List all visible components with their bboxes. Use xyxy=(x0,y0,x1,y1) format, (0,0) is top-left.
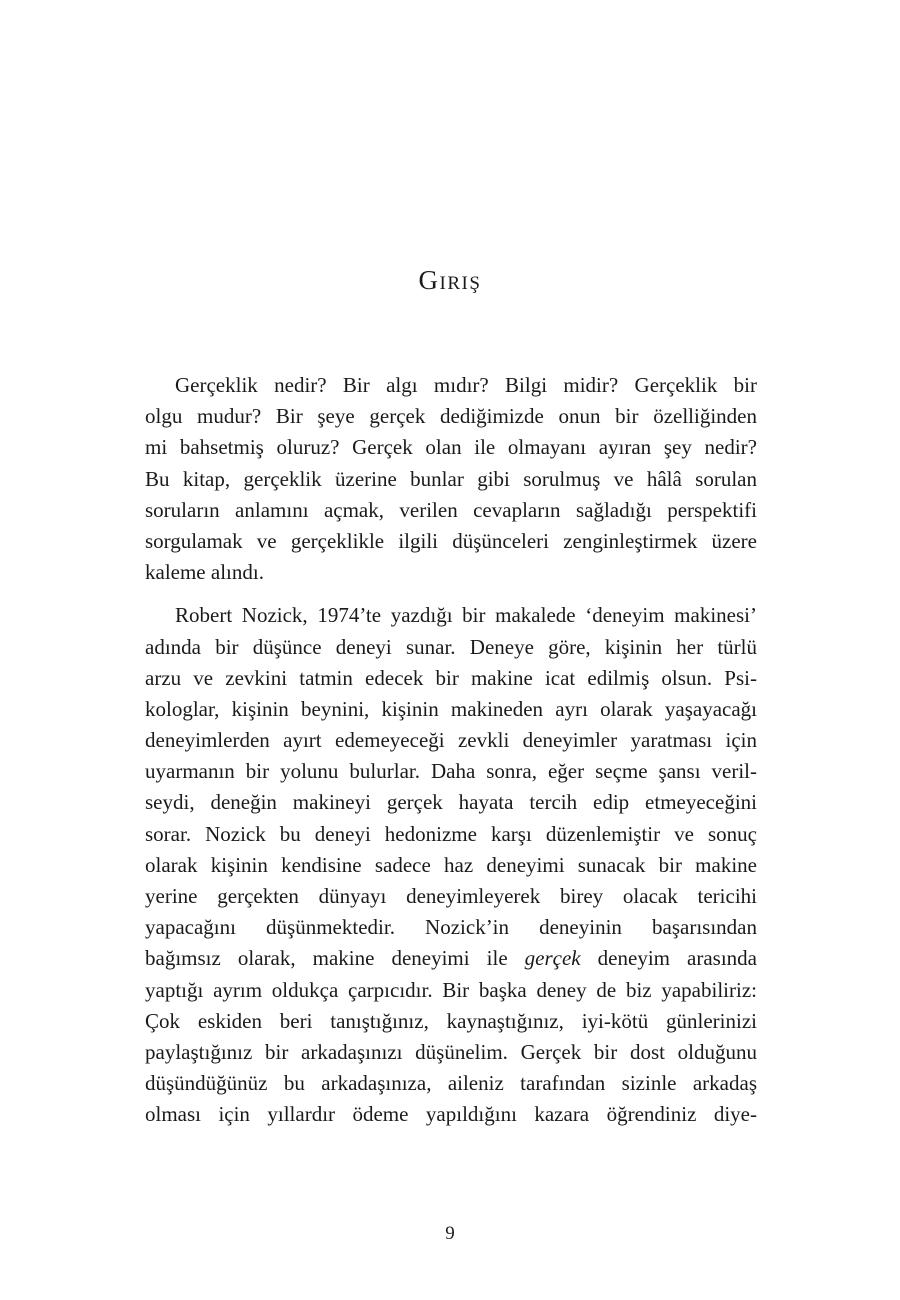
paragraph-line: kaleme alındı. xyxy=(145,560,264,585)
paragraph-line: arzu ve zevkini tatmin edecek bir makine icat edilmiş olsun. Psi- xyxy=(145,665,757,690)
paragraph-line: olgu mudur? Bir şeye gerçek dediğimizde onun bir özelliğinden xyxy=(145,404,757,429)
paragraph-line: mi bahsetmiş oluruz? Gerçek olan ile olmayanı ayıran şey nedir? xyxy=(145,435,757,460)
page-number: 9 xyxy=(445,1223,455,1244)
italic-word: gerçek xyxy=(524,946,581,971)
paragraph-line: soruların anlamını açmak, verilen cevapların sağladığı perspektifi xyxy=(145,497,757,522)
paragraph-line: düşündüğünüz bu arkadaşınıza, aileniz tarafından sizinle arkadaş xyxy=(145,1071,757,1096)
chapter-title: Giriş xyxy=(418,265,482,295)
paragraph-line: deneyimlerden ayırt edemeyeceği zevkli deneyimler yaratması için xyxy=(145,728,757,753)
paragraph-gap xyxy=(145,588,757,600)
paragraph-1 xyxy=(145,370,757,588)
paragraph-2 xyxy=(145,600,757,1130)
paragraph-line: sorgulamak ve gerçeklikle ilgili düşünceleri zenginleştirmek üzere xyxy=(145,528,757,553)
paragraph-line: olarak kişinin kendisine sadece haz deneyimi sunacak bir makine xyxy=(145,852,757,877)
paragraph-line: yerine gerçekten dünyayı deneyimleyerek birey olacak tericihi xyxy=(145,884,757,908)
paragraph-line: adında bir düşünce deneyi sunar. Deneye göre, kişinin her türlü xyxy=(145,634,757,659)
paragraph-line: uyarmanın bir yolunu bulurlar. Daha sonra, eğer seçme şansı veril- xyxy=(145,759,757,784)
paragraph-line: Çok eskiden beri tanıştığınız, kaynaştığınız, iyi-kötü günlerinizi xyxy=(145,1008,757,1033)
paragraph-line: paylaştığınız bir arkadaşınızı düşünelim. Gerçek bir dost olduğunu xyxy=(145,1039,757,1064)
paragraph-line: kologlar, kişinin beynini, kişinin makineden ayrı olarak yaşayacağı xyxy=(145,696,757,721)
paragraph-line: yaptığı ayrım oldukça çarpıcıdır. Bir başka deney de biz yapabiliriz: xyxy=(145,977,757,1002)
paragraph-line: Robert Nozick, 1974’te yazdığı bir makalede ‘deneyim makinesi’ xyxy=(175,603,757,628)
body-text xyxy=(145,370,757,1131)
paragraph-line: Gerçeklik nedir? Bir algı mıdır? Bilgi midir? Gerçeklik bir xyxy=(175,373,757,397)
line-text: bağımsız olarak, makine deneyimi ile xyxy=(145,946,525,971)
paragraph-line: Bu kitap, gerçeklik üzerine bunlar gibi sorulmuş ve hâlâ sorulan xyxy=(145,466,757,491)
paragraph-line: olması için yıllardır ödeme yapıldığını kazara öğrendiniz diye- xyxy=(145,1102,757,1127)
paragraph-line: yapacağını düşünmektedir. Nozick’in deneyinin başarısından xyxy=(145,915,757,940)
paragraph-line-with-italic xyxy=(145,943,757,974)
paragraph-line: seydi, deneğin makineyi gerçek hayata tercih edip etmeyeceğini xyxy=(145,790,757,815)
line-text: deneyim arasında xyxy=(580,946,757,971)
paragraph-line: sorar. Nozick bu deneyi hedonizme karşı düzenlemiştir ve sonuç xyxy=(145,821,757,846)
